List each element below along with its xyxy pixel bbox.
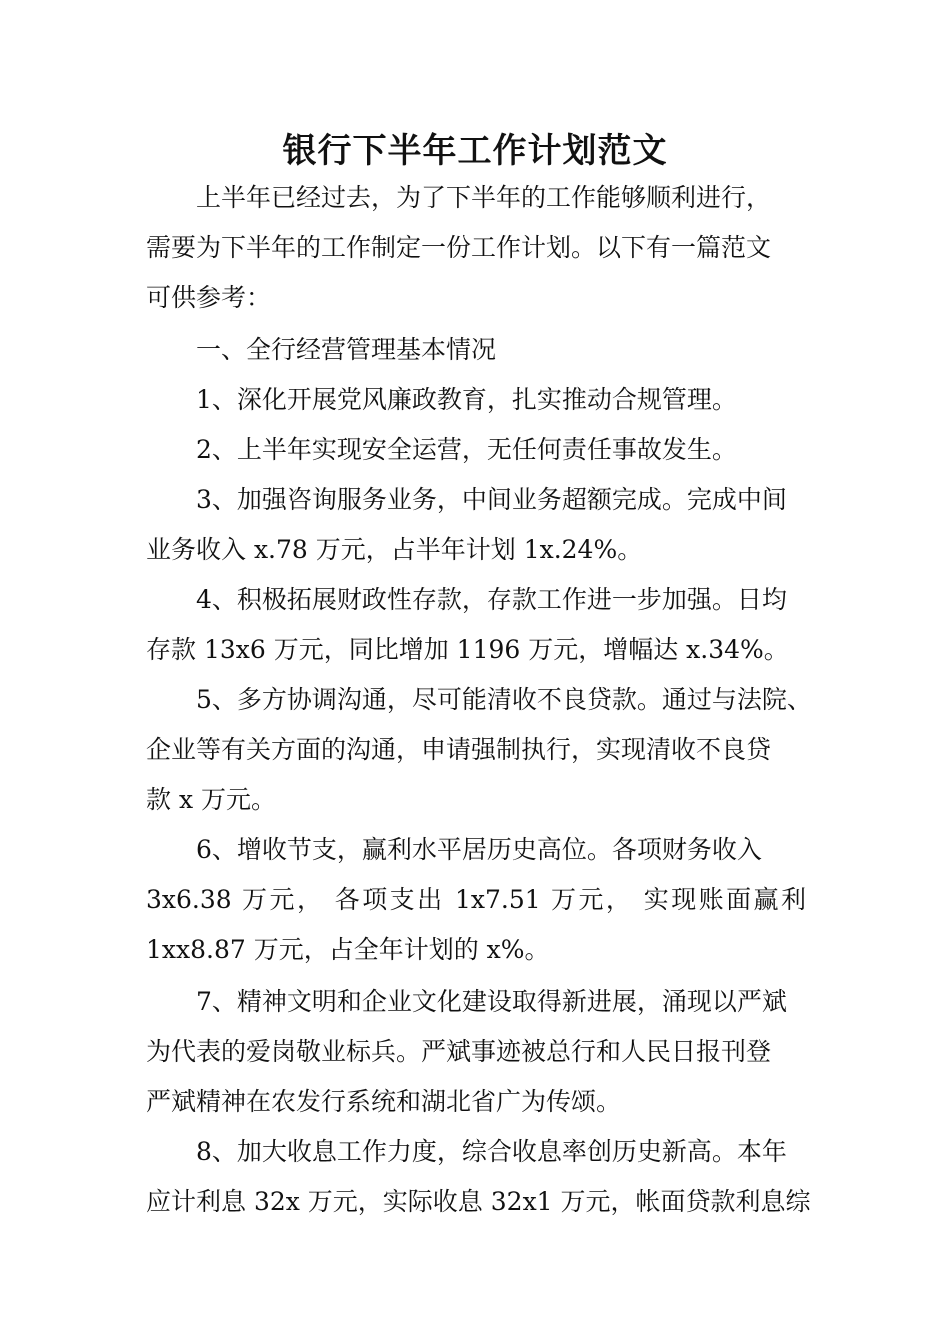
item-1-line-1: 1、深化开展党风廉政教育，扎实推动合规管理。 <box>196 385 737 414</box>
item-8-line-1: 8、加大收息工作力度，综合收息率创历史新高。本年 <box>196 1137 787 1166</box>
paragraph-intro-line-1: 上半年已经过去，为了下半年的工作能够顺利进行， <box>196 183 772 212</box>
paragraph-intro-line-2: 需要为下半年的工作制定一份工作计划。以下有一篇范文 <box>146 233 772 262</box>
item-3-line-1: 3、加强咨询服务业务，中间业务超额完成。完成中间 <box>196 485 787 514</box>
item-7-line-3: 严斌精神在农发行系统和湖北省广为传颂。 <box>146 1087 622 1116</box>
section-heading: 一、全行经营管理基本情况 <box>196 335 497 364</box>
item-6-line-2: 3x6.38 万元， 各项支出 1x7.51 万元， 实现账面赢利 <box>146 885 806 914</box>
document-title: 银行下半年工作计划范文 <box>282 131 668 171</box>
item-5-line-3: 款 x 万元。 <box>146 785 276 814</box>
item-2-line-1: 2、上半年实现安全运营，无任何责任事故发生。 <box>196 435 737 464</box>
item-6-line-3: 1xx8.87 万元，占全年计划的 x%。 <box>146 935 550 964</box>
paragraph-intro-line-3: 可供参考： <box>146 283 272 312</box>
item-4-line-2: 存款 13x6 万元，同比增加 1196 万元，增幅达 x.34%。 <box>146 635 789 664</box>
item-7-line-2: 为代表的爱岗敬业标兵。严斌事迹被总行和人民日报刊登 <box>146 1037 772 1066</box>
item-8-line-2: 应计利息 32x 万元，实际收息 32x1 万元，帐面贷款利息综 <box>146 1187 811 1216</box>
item-4-line-1: 4、积极拓展财政性存款，存款工作进一步加强。日均 <box>196 585 787 614</box>
item-5-line-1: 5、多方协调沟通，尽可能清收不良贷款。通过与法院、 <box>196 685 812 714</box>
item-6-line-1: 6、增收节支，赢利水平居历史高位。各项财务收入 <box>196 835 762 864</box>
item-7-line-1: 7、精神文明和企业文化建设取得新进展，涌现以严斌 <box>196 987 787 1016</box>
item-5-line-2: 企业等有关方面的沟通，申请强制执行，实现清收不良贷 <box>146 735 772 764</box>
item-3-line-2: 业务收入 x.78 万元，占半年计划 1x.24%。 <box>146 535 643 564</box>
